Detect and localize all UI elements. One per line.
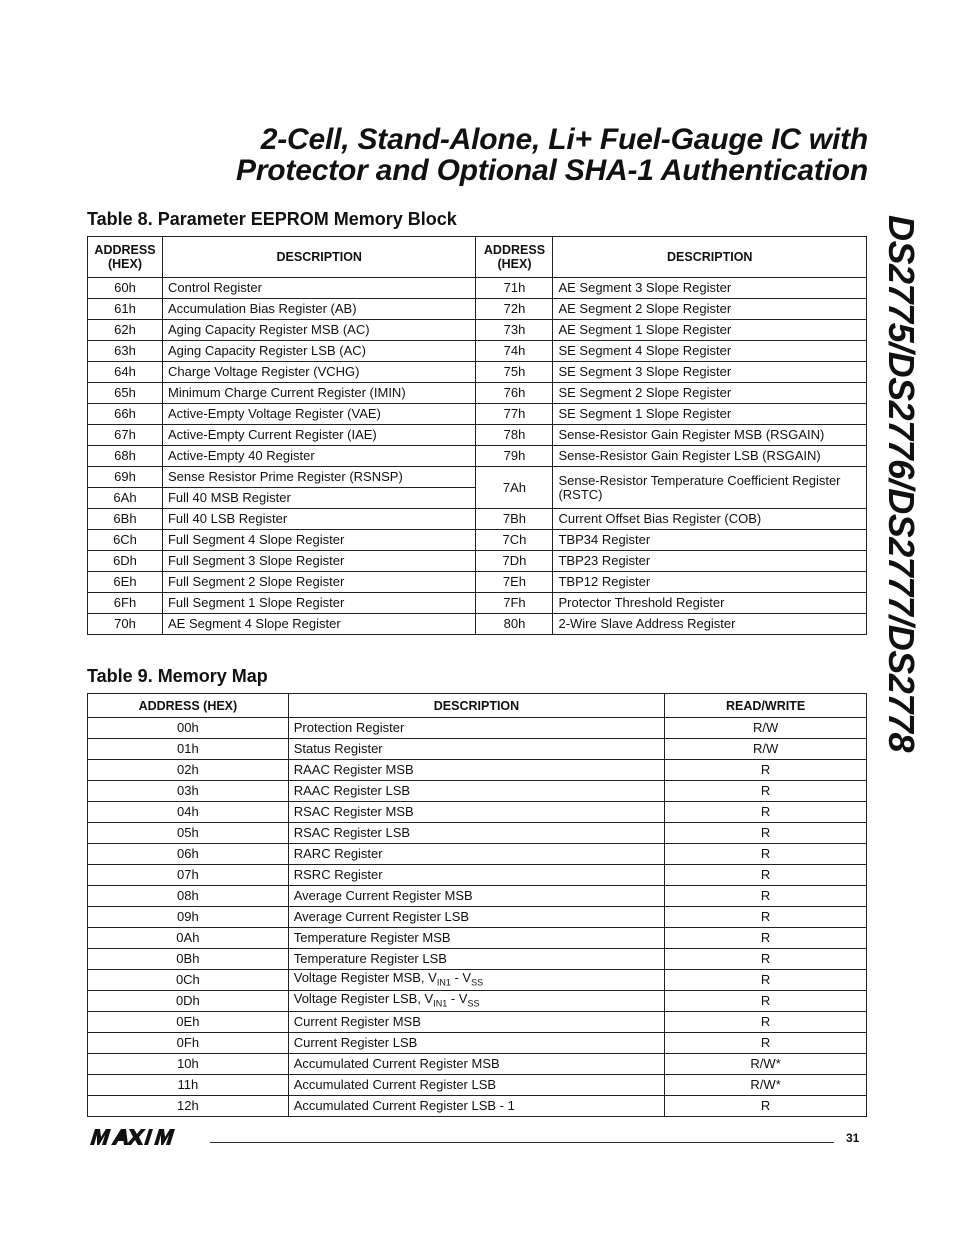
read-write-cell: R	[665, 802, 867, 823]
description-cell: SE Segment 1 Slope Register	[553, 404, 867, 425]
address-cell: 0Dh	[88, 991, 289, 1012]
subscript-text: IN1	[436, 977, 451, 988]
description-cell: Full Segment 2 Slope Register	[162, 572, 476, 593]
table-row	[88, 530, 867, 551]
description-cell: Current Offset Bias Register (COB)	[553, 509, 867, 530]
description-cell: Protection Register	[288, 718, 664, 739]
table-row	[88, 278, 867, 299]
col-header-description: DESCRIPTION	[162, 237, 476, 278]
address-cell: 07h	[88, 865, 289, 886]
address-cell: 75h	[476, 362, 553, 383]
description-cell: RSAC Register MSB	[288, 802, 664, 823]
description-cell: Full 40 MSB Register	[162, 488, 476, 509]
table-row	[88, 362, 867, 383]
address-cell: 6Fh	[88, 593, 163, 614]
table-row	[88, 593, 867, 614]
description-cell: Full Segment 1 Slope Register	[162, 593, 476, 614]
table-row	[88, 760, 867, 781]
address-cell: 80h	[476, 614, 553, 635]
description-text: - V	[450, 969, 472, 985]
read-write-cell: R/W*	[665, 1054, 867, 1075]
read-write-cell: R/W*	[665, 1075, 867, 1096]
address-cell: 65h	[88, 383, 163, 404]
address-cell: 0Fh	[88, 1033, 289, 1054]
address-cell: 02h	[88, 760, 289, 781]
table-row	[88, 425, 867, 446]
read-write-cell: R	[665, 844, 867, 865]
address-cell: 06h	[88, 844, 289, 865]
page-number: 31	[846, 1131, 860, 1145]
description-cell: Status Register	[288, 739, 664, 760]
description-cell: AE Segment 4 Slope Register	[162, 614, 476, 635]
description-cell: Aging Capacity Register LSB (AC)	[162, 341, 476, 362]
read-write-cell: R	[665, 949, 867, 970]
description-cell: Control Register	[162, 278, 476, 299]
col-header-address: ADDRESS (HEX)	[88, 237, 163, 278]
description-cell: Current Register LSB	[288, 1033, 664, 1054]
address-cell: 74h	[476, 341, 553, 362]
table-row	[88, 509, 867, 530]
address-cell: 69h	[88, 467, 163, 488]
read-write-cell: R	[665, 865, 867, 886]
description-cell: Accumulated Current Register LSB - 1	[288, 1096, 664, 1117]
address-cell: 6Ah	[88, 488, 163, 509]
table-row	[88, 865, 867, 886]
table-row	[88, 907, 867, 928]
footer-rule	[210, 1142, 834, 1143]
description-cell: Current Register MSB	[288, 1012, 664, 1033]
description-cell: Temperature Register MSB	[288, 928, 664, 949]
description-cell: Full Segment 3 Slope Register	[162, 551, 476, 572]
address-cell: 0Bh	[88, 949, 289, 970]
description-text: - V	[447, 990, 468, 1006]
subscript-text: IN1	[433, 998, 448, 1009]
table-row	[88, 970, 867, 991]
description-cell: SE Segment 4 Slope Register	[553, 341, 867, 362]
address-cell: 09h	[88, 907, 289, 928]
col-header-address: ADDRESS (HEX)	[88, 694, 289, 718]
table-row	[88, 991, 867, 1012]
address-cell: 0Eh	[88, 1012, 289, 1033]
description-cell: Sense-Resistor Gain Register MSB (RSGAIN)	[553, 425, 867, 446]
table8-caption: Table 8. Parameter EEPROM Memory Block	[87, 209, 457, 229]
address-cell: 01h	[88, 739, 289, 760]
address-cell: 03h	[88, 781, 289, 802]
table9-caption: Table 9. Memory Map	[87, 666, 268, 686]
address-cell: 7Ah	[476, 467, 553, 509]
description-cell: Average Current Register MSB	[288, 886, 664, 907]
address-cell: 00h	[88, 718, 289, 739]
description-text: Voltage Register MSB, V	[293, 969, 437, 985]
read-write-cell: R	[665, 1012, 867, 1033]
description-cell: RSAC Register LSB	[288, 823, 664, 844]
address-cell: 7Dh	[476, 551, 553, 572]
description-cell: TBP12 Register	[553, 572, 867, 593]
description-cell: Temperature Register LSB	[288, 949, 664, 970]
maxim-logo	[88, 1128, 200, 1151]
table-row	[88, 1075, 867, 1096]
description-cell: SE Segment 2 Slope Register	[553, 383, 867, 404]
address-cell: 7Ch	[476, 530, 553, 551]
description-cell: Active-Empty Voltage Register (VAE)	[162, 404, 476, 425]
parameter-eeprom-table	[87, 236, 867, 635]
address-cell: 73h	[476, 320, 553, 341]
address-cell: 60h	[88, 278, 163, 299]
address-cell: 05h	[88, 823, 289, 844]
table-row	[88, 802, 867, 823]
description-cell: Accumulated Current Register LSB	[288, 1075, 664, 1096]
table-row	[88, 844, 867, 865]
col-header-description: DESCRIPTION	[288, 694, 664, 718]
table-row	[88, 341, 867, 362]
table-row	[88, 446, 867, 467]
address-cell: 0Ah	[88, 928, 289, 949]
description-cell: TBP34 Register	[553, 530, 867, 551]
address-cell: 6Bh	[88, 509, 163, 530]
address-cell: 6Dh	[88, 551, 163, 572]
read-write-cell: R	[665, 928, 867, 949]
table-header-row	[88, 694, 867, 718]
read-write-cell: R/W	[665, 739, 867, 760]
table-header-row	[88, 237, 867, 278]
table-row	[88, 886, 867, 907]
description-cell: Full Segment 4 Slope Register	[162, 530, 476, 551]
table-row	[88, 1054, 867, 1075]
address-cell: 6Ch	[88, 530, 163, 551]
table-row	[88, 299, 867, 320]
address-cell: 7Eh	[476, 572, 553, 593]
read-write-cell: R	[665, 886, 867, 907]
description-cell: Protector Threshold Register	[553, 593, 867, 614]
address-cell: 79h	[476, 446, 553, 467]
description-cell: TBP23 Register	[553, 551, 867, 572]
description-cell: Full 40 LSB Register	[162, 509, 476, 530]
description-cell: Active-Empty 40 Register	[162, 446, 476, 467]
description-cell: Active-Empty Current Register (IAE)	[162, 425, 476, 446]
read-write-cell: R	[665, 760, 867, 781]
description-text: Voltage Register LSB, V	[293, 990, 434, 1006]
read-write-cell: R	[665, 970, 867, 991]
read-write-cell: R	[665, 823, 867, 844]
table-row	[88, 551, 867, 572]
read-write-cell: R	[665, 991, 867, 1012]
col-header-description: DESCRIPTION	[553, 237, 867, 278]
table-row	[88, 1012, 867, 1033]
address-cell: 67h	[88, 425, 163, 446]
table-row	[88, 823, 867, 844]
memory-map-table	[87, 693, 867, 1117]
description-cell: RSRC Register	[288, 865, 664, 886]
table-row	[88, 928, 867, 949]
address-cell: 7Bh	[476, 509, 553, 530]
title-line-2: Protector and Optional SHA-1 Authentication	[236, 154, 868, 187]
description-cell: AE Segment 3 Slope Register	[553, 278, 867, 299]
description-cell: Sense-Resistor Temperature Coefficient Register (RSTC)	[553, 467, 867, 509]
address-cell: 72h	[476, 299, 553, 320]
table-row	[88, 1096, 867, 1117]
table-row	[88, 1033, 867, 1054]
read-write-cell: R	[665, 1033, 867, 1054]
col-header-address: ADDRESS (HEX)	[476, 237, 553, 278]
table-row	[88, 614, 867, 635]
col-header-read-write: READ/WRITE	[665, 694, 867, 718]
table-row	[88, 718, 867, 739]
read-write-cell: R	[665, 907, 867, 928]
description-cell: Sense Resistor Prime Register (RSNSP)	[162, 467, 476, 488]
description-cell: Charge Voltage Register (VCHG)	[162, 362, 476, 383]
address-cell: 10h	[88, 1054, 289, 1075]
description-cell: Average Current Register LSB	[288, 907, 664, 928]
table-row	[88, 320, 867, 341]
address-cell: 78h	[476, 425, 553, 446]
description-cell: Aging Capacity Register MSB (AC)	[162, 320, 476, 341]
address-cell: 70h	[88, 614, 163, 635]
address-cell: 76h	[476, 383, 553, 404]
address-cell: 08h	[88, 886, 289, 907]
table-row	[88, 781, 867, 802]
description-cell: Accumulation Bias Register (AB)	[162, 299, 476, 320]
table-row	[88, 949, 867, 970]
table-row	[88, 404, 867, 425]
address-cell: 63h	[88, 341, 163, 362]
side-part-number-banner	[876, 215, 924, 752]
table-row	[88, 572, 867, 593]
address-cell: 7Fh	[476, 593, 553, 614]
address-cell: 6Eh	[88, 572, 163, 593]
description-cell: Accumulated Current Register MSB	[288, 1054, 664, 1075]
address-cell: 04h	[88, 802, 289, 823]
description-cell: RAAC Register MSB	[288, 760, 664, 781]
side-title-text: DS2775/DS2776/DS2777/DS2778	[881, 215, 922, 752]
description-cell: Minimum Charge Current Register (IMIN)	[162, 383, 476, 404]
subscript-text: SS	[467, 998, 480, 1009]
address-cell: 0Ch	[88, 970, 289, 991]
description-cell: RAAC Register LSB	[288, 781, 664, 802]
table-row	[88, 739, 867, 760]
read-write-cell: R	[665, 781, 867, 802]
address-cell: 68h	[88, 446, 163, 467]
description-cell: SE Segment 3 Slope Register	[553, 362, 867, 383]
subscript-text: SS	[471, 977, 484, 988]
description-cell: 2-Wire Slave Address Register	[553, 614, 867, 635]
address-cell: 12h	[88, 1096, 289, 1117]
description-cell: AE Segment 1 Slope Register	[553, 320, 867, 341]
address-cell: 61h	[88, 299, 163, 320]
title-line-1: 2-Cell, Stand-Alone, Li+ Fuel-Gauge IC with	[260, 123, 868, 156]
table-row	[88, 383, 867, 404]
description-cell	[288, 970, 664, 991]
address-cell: 71h	[476, 278, 553, 299]
description-cell: AE Segment 2 Slope Register	[553, 299, 867, 320]
address-cell: 11h	[88, 1075, 289, 1096]
read-write-cell: R	[665, 1096, 867, 1117]
description-cell: RARC Register	[288, 844, 664, 865]
table-row	[88, 467, 867, 488]
read-write-cell: R/W	[665, 718, 867, 739]
address-cell: 64h	[88, 362, 163, 383]
document-title	[236, 124, 868, 186]
address-cell: 62h	[88, 320, 163, 341]
address-cell: 77h	[476, 404, 553, 425]
address-cell: 66h	[88, 404, 163, 425]
maxim-logo-icon	[88, 1128, 200, 1146]
description-cell	[288, 991, 664, 1012]
description-cell: Sense-Resistor Gain Register LSB (RSGAIN)	[553, 446, 867, 467]
